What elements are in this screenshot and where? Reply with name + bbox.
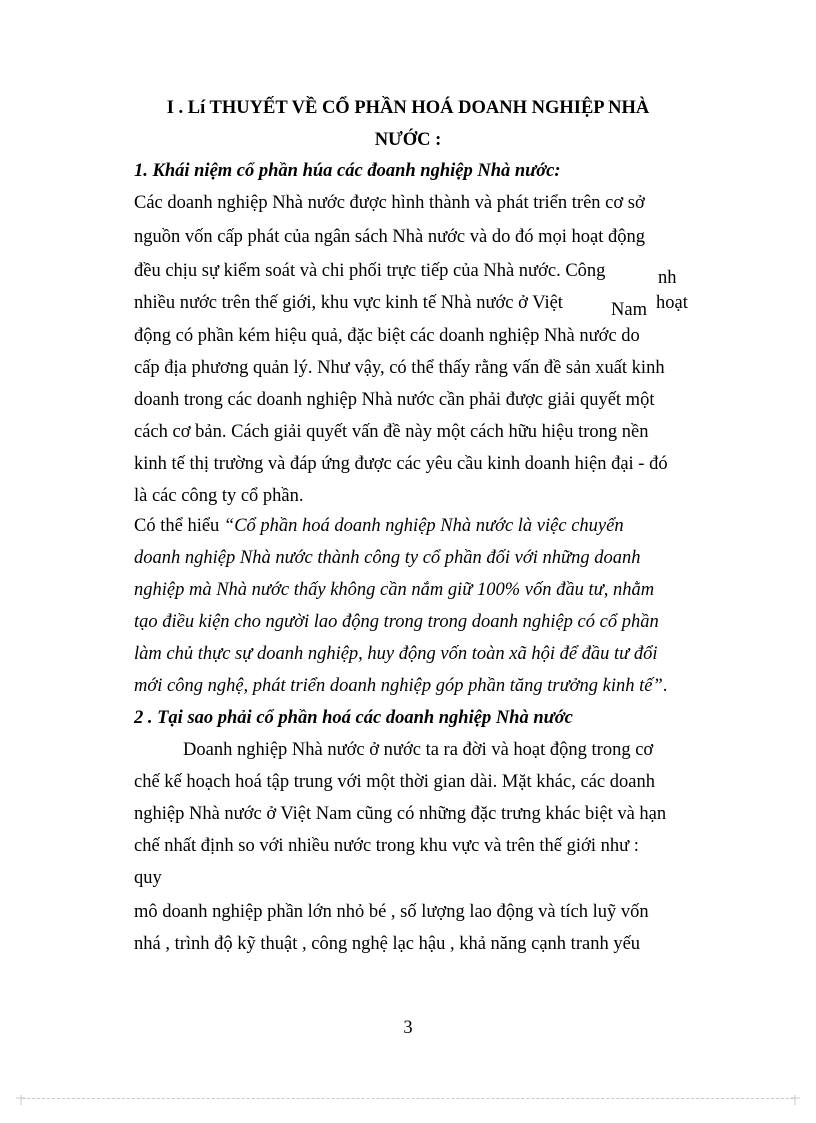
paragraph-line: nhá , trình độ kỹ thuật , công nghệ lạc hậu , khả năng cạnh tranh yếu (134, 934, 641, 954)
text-fragment: hoạt (656, 293, 688, 313)
paragraph-line: cách cơ bản. Cách giải quyết vấn đề này một cách hữu hiệu trong nền (134, 422, 649, 442)
definition-quote-line: làm chủ thực sự doanh nghiệp, huy động vốn toàn xã hội để đầu tư đổi (134, 644, 658, 664)
paragraph-line: chế nhất định so với nhiều nước trong khu vực và trên thế giới như : (134, 836, 639, 856)
paragraph-line: mô doanh nghiệp phần lớn nhỏ bé , số lượng lao động và tích luỹ vốn (134, 902, 649, 922)
page-bottom-border (22, 1098, 794, 1099)
paragraph-line: nhiều nước trên thế giới, khu vực kinh tế Nhà nước ở Việt (134, 293, 563, 313)
paragraph-line: nguồn vốn cấp phát của ngân sách Nhà nước và do đó mọi hoạt động (134, 227, 645, 247)
paragraph-line: quy (134, 868, 162, 888)
corner-mark-right (790, 1095, 800, 1105)
paragraph-line: là các công ty cổ phần. (134, 486, 304, 506)
definition-quote-line: tạo điều kiện cho người lao động trong trong doanh nghiệp có cổ phần (134, 612, 659, 632)
page-heading-line-2: NƯỚC : (374, 130, 442, 150)
paragraph-line (134, 514, 624, 538)
corner-mark-left (16, 1095, 26, 1105)
paragraph-line (134, 674, 667, 698)
period: . (662, 676, 668, 696)
definition-quote-line: doanh nghiệp Nhà nước thành công ty cổ phần đối với những doanh (134, 548, 641, 568)
paragraph-line: cấp địa phương quản lý. Như vậy, có thể thấy rằng vấn đề sản xuất kinh (134, 358, 665, 378)
page-heading-line-1: I . Lí THUYẾT VỀ CỔ PHẦN HOÁ DOANH NGHIỆP NHÀ (166, 98, 650, 118)
section-1-title: 1. Khái niệm cổ phần húa các đoanh nghiệp Nhà nước: (134, 161, 561, 181)
text-fragment: nh (658, 268, 677, 288)
paragraph-intro: Có thể hiểu (134, 516, 224, 536)
paragraph-line: kinh tế thị trường và đáp ứng được các yêu cầu kinh doanh hiện đại - đó (134, 454, 668, 474)
paragraph-line: đều chịu sự kiểm soát và chi phối trực tiếp của Nhà nước. Công (134, 261, 606, 281)
paragraph-line: doanh trong các doanh nghiệp Nhà nước cần phải được giải quyết một (134, 390, 655, 410)
paragraph-line: Các doanh nghiệp Nhà nước được hình thành và phát triển trên cơ sở (134, 193, 645, 213)
definition-quote: “Cổ phần hoá doanh nghiệp Nhà nước là việc chuyển (223, 516, 624, 536)
paragraph-line: nghiệp Nhà nước ở Việt Nam cũng có những đặc trưng khác biệt và hạn (134, 804, 667, 824)
paragraph-line: Doanh nghiệp Nhà nước ở nước ta ra đời và hoạt động trong cơ (183, 740, 654, 760)
section-2-title: 2 . Tại sao phải cổ phần hoá các doanh nghiệp Nhà nước (134, 708, 573, 728)
definition-quote-line: nghiệp mà Nhà nước thấy không cần nắm giữ 100% vốn đầu tư, nhằm (134, 580, 655, 600)
paragraph-line: chế kế hoạch hoá tập trung với một thời gian dài. Mặt khác, các doanh (134, 772, 655, 792)
paragraph-line: động có phần kém hiệu quả, đặc biệt các doanh nghiệp Nhà nước do (134, 326, 640, 346)
definition-quote-line: mới công nghệ, phát triển doanh nghiệp góp phần tăng trưởng kinh tế” (134, 676, 663, 696)
text-fragment: Nam (611, 300, 647, 320)
page-number: 3 (403, 1018, 413, 1038)
